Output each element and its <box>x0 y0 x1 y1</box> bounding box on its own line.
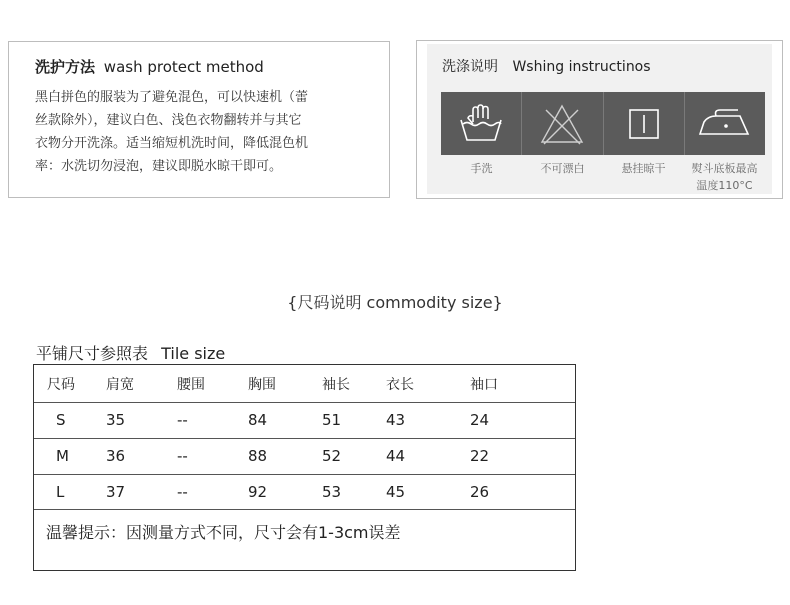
table-cell: 26 <box>470 482 490 501</box>
washing-instructions-title-en: Wshing instructinos <box>512 59 651 75</box>
icon-label-text: 手洗 <box>470 162 493 175</box>
table-cell: 92 <box>248 482 268 501</box>
header-cell: 衣长 <box>386 376 414 393</box>
icon-label-hand-wash <box>441 160 522 194</box>
washing-instructions-inner <box>427 44 772 194</box>
washing-instructions-title <box>442 56 651 76</box>
table-cell: 52 <box>322 447 342 465</box>
table-cell: 37 <box>106 482 126 501</box>
icon-label-text: 悬挂晾干 <box>621 162 666 175</box>
header-cell: 尺码 <box>47 376 75 393</box>
size-table-caption-en: Tile size <box>161 344 226 363</box>
washing-instructions-panel <box>416 40 783 199</box>
wash-method-panel <box>8 41 390 198</box>
wash-method-text <box>35 86 375 178</box>
table-cell: S <box>56 411 66 429</box>
hand-wash-icon <box>441 92 522 155</box>
header-cell: 袖长 <box>322 376 350 393</box>
header-cell: 肩宽 <box>106 376 134 393</box>
icon-label-hang-dry <box>603 160 684 194</box>
size-section-heading: {尺码说明 commodity size} <box>287 293 503 312</box>
icon-label-text: 不可漂白 <box>540 162 585 175</box>
icon-label-no-bleach <box>522 160 603 194</box>
table-cell: 24 <box>470 411 490 429</box>
icon-label-iron <box>684 160 765 194</box>
wash-method-line: 黑白拼色的服装为了避免混色，可以快速机（蕾 <box>35 90 309 105</box>
table-header-row <box>34 365 575 403</box>
no-bleach-icon <box>522 92 603 155</box>
size-table-caption <box>36 341 225 364</box>
icon-label-text: 熨斗底板最高 <box>691 162 758 175</box>
wash-method-title-zh: 洗护方法 <box>35 58 96 76</box>
care-icon-labels <box>441 160 765 194</box>
table-row <box>34 474 575 510</box>
table-cell: 36 <box>106 447 126 465</box>
table-row <box>34 402 575 439</box>
table-cell: 51 <box>322 411 342 429</box>
table-cell: 45 <box>386 482 406 501</box>
table-cell: 44 <box>386 447 406 465</box>
table-cell: -- <box>177 447 188 465</box>
table-cell: 53 <box>322 482 342 501</box>
wash-method-line: 衣物分开洗涤。适当缩短机洗时间，降低混色机 <box>35 136 309 151</box>
wash-method-line: 丝款除外），建议白色、浅色衣物翻转并与其它 <box>35 113 302 128</box>
table-row <box>34 438 575 475</box>
table-cell: 35 <box>106 411 126 429</box>
iron-icon <box>685 92 765 155</box>
size-table-caption-zh: 平铺尺寸参照表 <box>36 344 149 363</box>
icon-label-text-line2: 温度110°C <box>696 179 753 192</box>
table-cell: -- <box>177 411 188 429</box>
wash-method-title-en: wash protect method <box>103 58 264 76</box>
size-table <box>33 364 576 571</box>
measurement-tip: 温馨提示：因测量方式不同，尺寸会有1-3cm误差 <box>46 523 401 542</box>
table-cell: 43 <box>386 411 406 429</box>
table-cell: L <box>56 482 65 501</box>
washing-instructions-title-zh: 洗涤说明 <box>442 59 498 75</box>
table-cell: M <box>56 447 69 465</box>
header-cell: 袖口 <box>470 376 498 393</box>
table-cell: 88 <box>248 447 268 465</box>
header-cell: 腰围 <box>177 376 205 393</box>
hang-dry-icon <box>604 92 685 155</box>
wash-method-line: 率：水洗切勿浸泡，建议即脱水晾干即可。 <box>35 159 283 174</box>
table-cell: 84 <box>248 411 268 429</box>
header-cell: 胸围 <box>248 376 276 393</box>
wash-method-title <box>35 56 264 77</box>
care-icon-strip <box>441 92 765 155</box>
table-cell: 22 <box>470 447 490 465</box>
table-cell: -- <box>177 482 188 501</box>
